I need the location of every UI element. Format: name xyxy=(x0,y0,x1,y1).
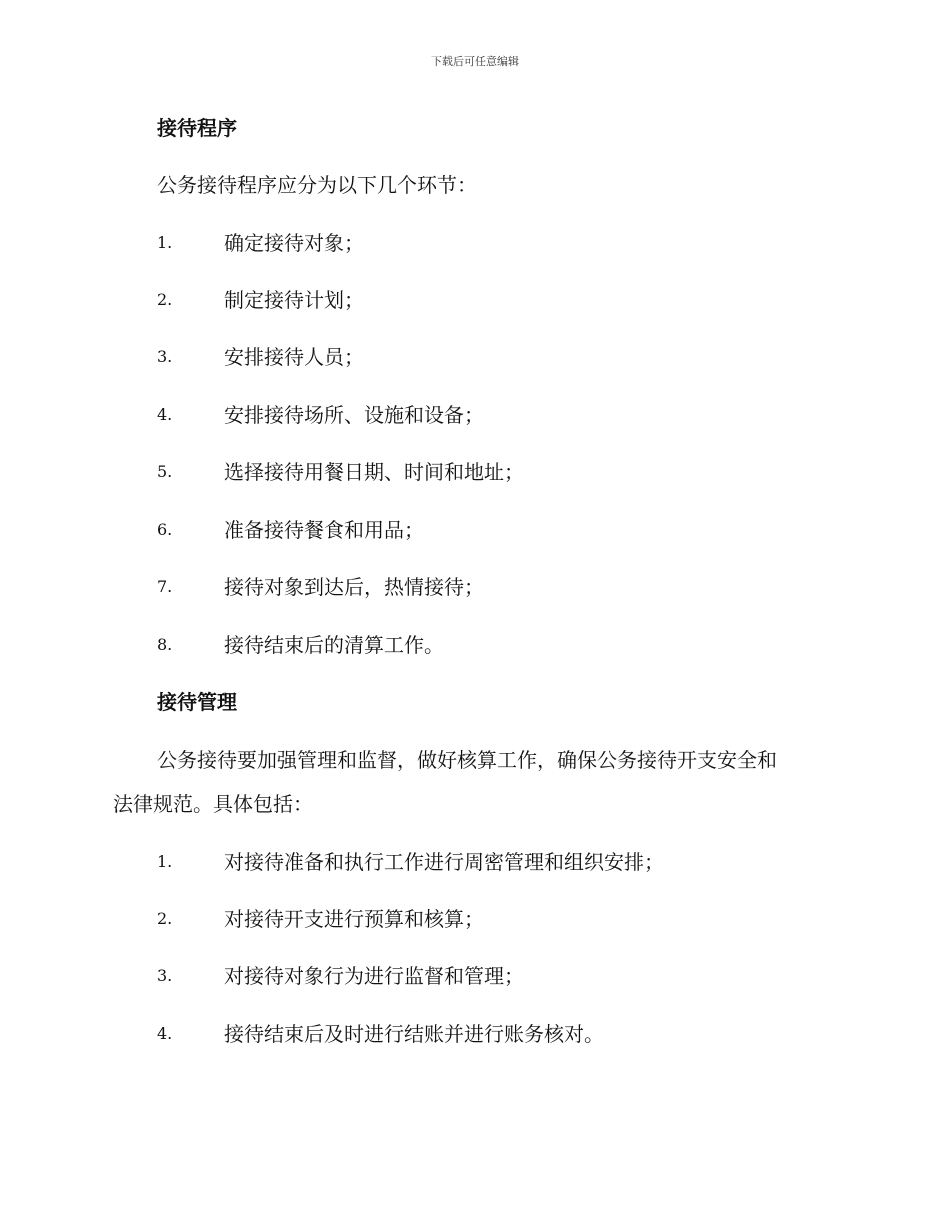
list-text: 对接待对象行为进行监督和管理； xyxy=(224,964,524,988)
list-text: 对接待开支进行预算和核算； xyxy=(224,907,484,931)
list-text: 制定接待计划； xyxy=(224,288,364,312)
list-text: 接待结束后及时进行结账并进行账务核对。 xyxy=(224,1022,604,1046)
list-text: 选择接待用餐日期、时间和地址； xyxy=(224,460,524,484)
section-title: 接待程序 xyxy=(157,116,237,140)
list-text: 对接待准备和执行工作进行周密管理和组织安排； xyxy=(224,850,664,874)
list-number: 7. xyxy=(157,577,173,596)
list-text: 安排接待场所、设施和设备； xyxy=(224,403,484,427)
section-intro-continued: 法律规范。具体包括： xyxy=(113,792,313,816)
list-number: 8. xyxy=(157,635,173,654)
list-number: 1. xyxy=(157,852,173,871)
page-header: 下载后可任意编辑 xyxy=(431,55,519,68)
list-text: 确定接待对象； xyxy=(224,231,364,255)
list-text: 接待对象到达后，热情接待； xyxy=(224,575,484,599)
list-text: 准备接待餐食和用品； xyxy=(224,518,424,542)
section-intro: 公务接待要加强管理和监督，做好核算工作，确保公务接待开支安全和 xyxy=(157,748,777,772)
list-number: 2. xyxy=(157,909,173,928)
list-number: 1. xyxy=(157,233,173,252)
list-number: 3. xyxy=(157,966,173,985)
list-number: 4. xyxy=(157,405,173,424)
list-number: 3. xyxy=(157,347,173,366)
section-title: 接待管理 xyxy=(157,690,237,714)
list-number: 6. xyxy=(157,520,173,539)
list-text: 安排接待人员； xyxy=(224,345,364,369)
list-number: 2. xyxy=(157,290,173,309)
list-number: 4. xyxy=(157,1024,173,1043)
list-number: 5. xyxy=(157,462,173,481)
section-intro: 公务接待程序应分为以下几个环节： xyxy=(157,173,477,197)
list-text: 接待结束后的清算工作。 xyxy=(224,633,444,657)
